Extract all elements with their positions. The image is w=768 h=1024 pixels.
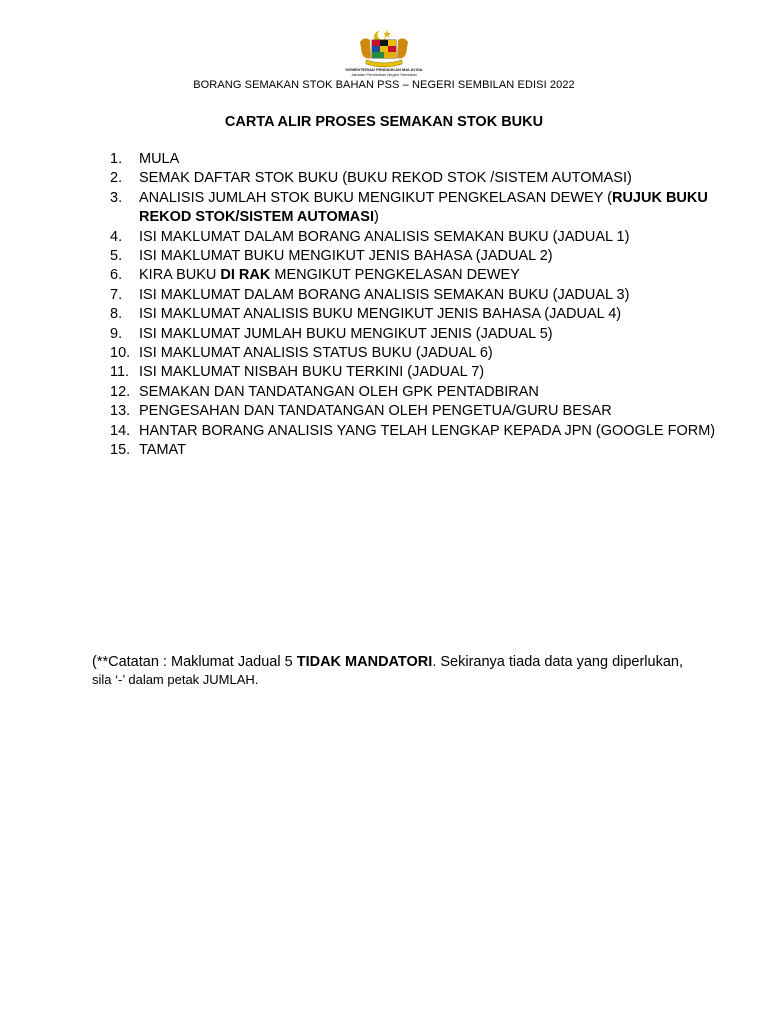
- process-steps-list: [110, 150, 720, 461]
- list-item: [110, 169, 720, 188]
- step-number: 15.: [110, 442, 131, 459]
- list-item: [110, 325, 720, 344]
- step-number: 11.: [110, 364, 130, 381]
- step-number: 9.: [110, 325, 123, 342]
- list-item: [110, 150, 720, 169]
- step-number: 7.: [110, 286, 123, 303]
- step-text: TAMAT: [139, 442, 186, 459]
- note-text-cont: . Sekiranya tiada data yang diperlukan,: [432, 654, 684, 670]
- ministry-line-1: KEMENTERIAN PENDIDIKAN MALAYSIA: [345, 67, 423, 72]
- note-bold: TIDAK MANDATORI: [296, 654, 433, 670]
- list-item: [110, 286, 720, 305]
- step-text: [139, 266, 720, 285]
- step-text: [139, 189, 720, 228]
- step-text: SEMAKAN DAN TANDATANGAN OLEH GPK PENTADBIRAN: [139, 383, 539, 400]
- list-item: [110, 344, 720, 363]
- step-text: ISI MAKLUMAT DALAM BORANG ANALISIS SEMAKAN BUKU (JADUAL 1): [139, 228, 630, 245]
- list-item: [110, 247, 720, 266]
- list-item: [110, 402, 720, 421]
- list-item: [110, 189, 720, 228]
- ministry-name: [0, 67, 768, 77]
- list-item: [110, 266, 720, 285]
- step-text: PENGESAHAN DAN TANDATANGAN OLEH PENGETUA/GURU BESAR: [139, 403, 612, 420]
- note: [92, 654, 742, 689]
- step-text-bold: DI RAK: [220, 267, 271, 284]
- step-number: 6.: [110, 267, 123, 284]
- step-text-part: ): [373, 209, 379, 226]
- step-text: HANTAR BORANG ANALISIS YANG TELAH LENGKAP KEPADA JPN (GOOGLE FORM): [139, 422, 716, 439]
- list-item: [110, 228, 720, 247]
- malaysia-coat-of-arms-icon: [356, 28, 412, 68]
- step-number: 12.: [110, 383, 131, 400]
- list-item: [110, 441, 720, 460]
- step-text: ISI MAKLUMAT BUKU MENGIKUT JENIS BAHASA (JADUAL 2): [139, 248, 553, 265]
- step-text: ISI MAKLUMAT ANALISIS BUKU MENGIKUT JENIS BAHASA (JADUAL 4): [139, 306, 622, 323]
- step-text: ISI MAKLUMAT JUMLAH BUKU MENGIKUT JENIS (JADUAL 5): [139, 325, 553, 342]
- form-header: BORANG SEMAKAN STOK BAHAN PSS – NEGERI SEMBILAN EDISI 2022: [193, 79, 575, 91]
- step-text: SEMAK DAFTAR STOK BUKU (BUKU REKOD STOK /SISTEM AUTOMASI): [139, 170, 632, 187]
- step-text-part: ANALISIS JUMLAH STOK BUKU MENGIKUT PENGKELASAN DEWEY (: [139, 189, 612, 206]
- step-text: ISI MAKLUMAT NISBAH BUKU TERKINI (JADUAL 7): [139, 364, 485, 381]
- step-number: 13.: [110, 403, 131, 420]
- list-item: [110, 363, 720, 382]
- list-item: [110, 422, 720, 441]
- ministry-line-2: Jabatan Pendidikan Negeri Sembilan: [351, 72, 417, 77]
- step-text-part: MENGIKUT PENGKELASAN DEWEY: [270, 267, 520, 284]
- step-text: ISI MAKLUMAT ANALISIS STATUS BUKU (JADUAL 6): [139, 345, 493, 362]
- note-tail: sila ‘-’ dalam petak JUMLAH.: [92, 672, 259, 687]
- step-text: MULA: [139, 151, 180, 167]
- note-text: (**Catatan : Maklumat Jadual 5: [92, 654, 297, 670]
- step-number: 5.: [110, 248, 123, 265]
- step-number: 3.: [110, 189, 123, 206]
- page-title: CARTA ALIR PROSES SEMAKAN STOK BUKU: [224, 114, 544, 130]
- step-number: 8.: [110, 306, 123, 323]
- step-number: 14.: [110, 422, 131, 439]
- step-number: 2.: [110, 170, 123, 187]
- step-text-bold: RUJUK BUKU REKOD STOK/SISTEM AUTOMASI: [139, 189, 708, 226]
- step-text-part: KIRA BUKU: [139, 267, 221, 284]
- step-number: 4.: [110, 228, 123, 245]
- step-number: 1.: [110, 151, 123, 167]
- list-item: [110, 305, 720, 324]
- step-text: ISI MAKLUMAT DALAM BORANG ANALISIS SEMAKAN BUKU (JADUAL 3): [139, 286, 630, 303]
- step-number: 10.: [110, 345, 131, 362]
- list-item: [110, 383, 720, 402]
